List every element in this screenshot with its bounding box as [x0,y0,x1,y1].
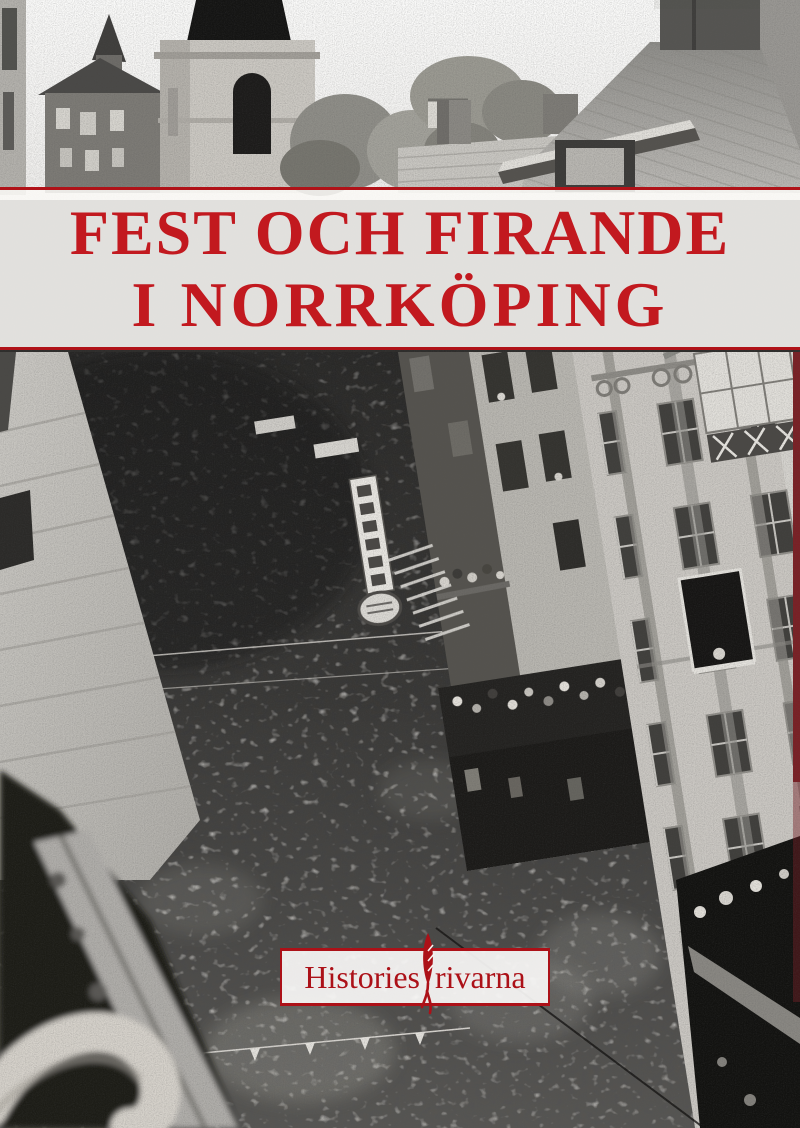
quill-icon [420,957,435,997]
publisher-logo [280,948,550,1006]
title-line-1: FEST OCH FIRANDE [69,196,731,268]
publisher-text-right: rivarna [434,958,526,995]
title-banner [0,187,800,350]
title-line-2: I NORRKÖPING [131,268,669,340]
publisher-text-left: Histories [304,958,420,995]
